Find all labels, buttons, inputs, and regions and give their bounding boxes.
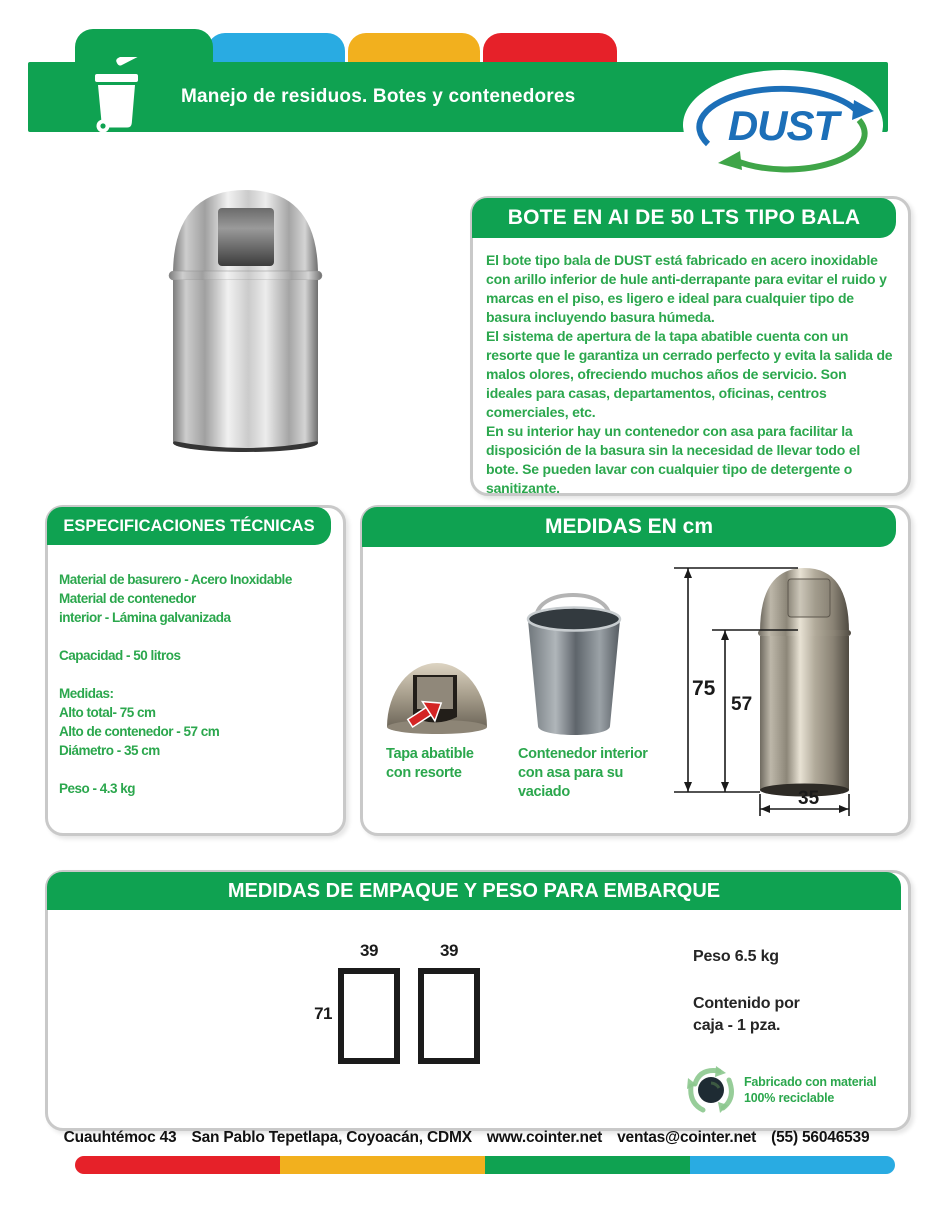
spec-line: Capacidad - 50 litros — [59, 648, 181, 663]
spec-line — [59, 760, 292, 779]
footer-bar-green — [485, 1156, 690, 1174]
dim-diametro: 35 — [798, 788, 820, 809]
footer-color-bar — [75, 1156, 895, 1174]
package-outline-2 — [418, 968, 480, 1064]
lid-photo — [383, 643, 491, 739]
footer-bar-blue — [690, 1156, 895, 1174]
footer-bar-red — [75, 1156, 280, 1174]
packaging-box — [45, 870, 911, 1131]
specs-list — [48, 552, 303, 798]
spec-line — [59, 627, 292, 646]
footer-email: ventas@cointer.net — [617, 1129, 757, 1146]
specs-box — [45, 505, 346, 836]
product-description-box — [470, 196, 911, 496]
spec-line: Material de contenedor — [59, 591, 196, 606]
recycle-icon — [686, 1063, 736, 1113]
spec-line — [59, 665, 292, 684]
description-paragraph: El bote tipo bala de DUST está fabricado en acero inoxidable con arillo inferior de hule anti-derrapante para evitar el ruido y marcas en el piso, es ligero e ideal para cualquier tipo de basura incluyendo basura húmeda. — [486, 252, 887, 325]
shipping-weight: Peso 6.5 kg — [693, 948, 779, 965]
dust-logo — [678, 68, 888, 188]
dimensions-box — [360, 505, 911, 836]
footer-bar-yellow — [280, 1156, 485, 1174]
footer-address: Cuauhtémoc 43 — [63, 1129, 177, 1146]
package-height-label: 71 — [314, 1004, 332, 1023]
lid-label: Tapa abatible con resorte — [386, 746, 474, 781]
product-photo — [148, 175, 343, 473]
package-outline-1 — [338, 968, 400, 1064]
push-flap — [218, 208, 274, 266]
dim-alto-total: 75 — [692, 677, 716, 700]
spec-line: interior - Lámina galvanizada — [59, 610, 231, 625]
footer-phone: (55) 56046539 — [771, 1129, 870, 1146]
description-paragraph: El sistema de apertura de la tapa abatible cuenta con un resorte que le garantiza un cerrado perfecto y evita la salida de malos olores, ofreciendo muchos años de servicio. Son ideales para casas, departamentos, oficinas, centros comerciales, etc. — [486, 328, 893, 420]
spec-line: Diámetro - 35 cm — [59, 743, 160, 758]
packaging-title-bar: MEDIDAS DE EMPAQUE Y PESO PARA EMBARQUE — [47, 872, 901, 910]
specs-title-bar: ESPECIFICACIONES TÉCNICAS — [47, 507, 331, 545]
package-width-label: 39 — [360, 941, 378, 960]
header-title: Manejo de residuos. Botes y contenedores — [181, 86, 576, 107]
footer-website: www.cointer.net — [486, 1129, 603, 1146]
description-paragraph: En su interior hay un contenedor con asa para facilitar la disposición de la basura sin la necesidad de llevar todo el bote. Se pueden lavar con cualquier tipo de detergente o sanitizante. — [486, 423, 861, 496]
spec-line: Peso - 4.3 kg — [59, 781, 136, 796]
dimensions-title-bar: MEDIDAS EN cm — [362, 507, 896, 547]
spec-line: Material de basurero - Acero Inoxidable — [59, 572, 292, 587]
dimension-drawing — [648, 552, 898, 828]
spec-line: Alto total- 75 cm — [59, 705, 156, 720]
dim-alto-contenedor: 57 — [731, 694, 753, 715]
inner-container-photo — [515, 578, 635, 743]
box-content: Contenido por caja - 1 pza. — [693, 995, 800, 1034]
spec-line: Medidas: — [59, 686, 114, 701]
product-description — [473, 243, 908, 506]
footer-contact-line — [0, 1129, 933, 1147]
package-width-label: 39 — [440, 941, 458, 960]
footer-location: San Pablo Tepetlapa, Coyoacán, CDMX — [191, 1129, 472, 1146]
spec-line: Alto de contenedor - 57 cm — [59, 724, 220, 739]
recyclable-note: Fabricado con material 100% reciclable — [744, 1075, 877, 1105]
waste-bin-icon — [86, 57, 150, 135]
inner-container-label: Contenedor interior con asa para su vaciado — [518, 746, 648, 800]
logo-text: DUST — [727, 102, 839, 149]
product-title-bar: BOTE EN AI DE 50 LTS TIPO BALA — [472, 198, 896, 238]
